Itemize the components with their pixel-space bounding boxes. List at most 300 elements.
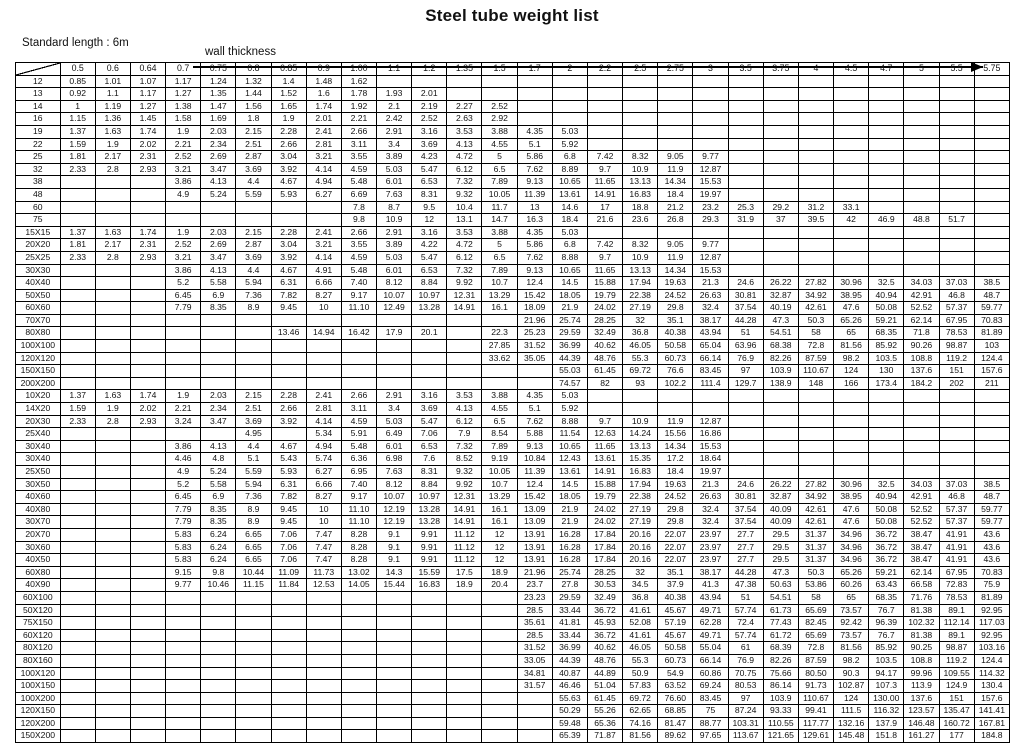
weight-cell: [130, 667, 165, 680]
weight-cell: 72.8: [798, 642, 833, 655]
weight-cell: 92.42: [834, 617, 869, 630]
weight-cell: [130, 528, 165, 541]
weight-cell: 12.31: [447, 289, 482, 302]
weight-cell: [166, 667, 201, 680]
weight-cell: [763, 100, 798, 113]
weight-cell: 2.03: [201, 226, 236, 239]
weight-cell: [412, 75, 447, 88]
weight-cell: 10.9: [623, 163, 658, 176]
weight-cell: 4.59: [341, 251, 376, 264]
document-page: [0, 6, 1024, 741]
weight-cell: 16.1: [482, 503, 517, 516]
weight-cell: [130, 365, 165, 378]
weight-cell: [904, 125, 939, 138]
weight-cell: [236, 314, 271, 327]
weight-cell: 73.57: [834, 629, 869, 642]
weight-cell: 12.31: [447, 491, 482, 504]
table-row: [16, 239, 1010, 252]
weight-cell: 26.63: [693, 491, 728, 504]
weight-cell: 6.95: [341, 466, 376, 479]
weight-cell: 6.5: [482, 163, 517, 176]
weight-cell: [447, 377, 482, 390]
weight-cell: [201, 377, 236, 390]
weight-cell: [60, 604, 95, 617]
weight-cell: 151: [939, 365, 974, 378]
weight-cell: [130, 289, 165, 302]
weight-cell: 2.21: [166, 138, 201, 151]
weight-cell: 15.42: [517, 289, 552, 302]
weight-cell: [60, 617, 95, 630]
weight-cell: [236, 617, 271, 630]
weight-cell: 202: [939, 377, 974, 390]
weight-cell: [974, 100, 1009, 113]
weight-cell: 65.26: [834, 566, 869, 579]
weight-cell: 93: [623, 377, 658, 390]
weight-cell: [95, 566, 130, 579]
weight-cell: 6.53: [412, 176, 447, 189]
weight-cell: 12.49: [377, 302, 412, 315]
weight-cell: 1.74: [130, 125, 165, 138]
weight-cell: 2.33: [60, 251, 95, 264]
weight-cell: 35.1: [658, 314, 693, 327]
weight-cell: 92.95: [974, 604, 1009, 617]
size-cell: 38: [16, 176, 61, 189]
weight-cell: 6.5: [482, 251, 517, 264]
weight-cell: 3.21: [306, 239, 341, 252]
weight-cell: 10.9: [623, 415, 658, 428]
weight-cell: 40.38: [658, 327, 693, 340]
weight-cell: 5: [482, 239, 517, 252]
weight-cell: 6.12: [447, 415, 482, 428]
weight-cell: 13.61: [587, 453, 622, 466]
weight-cell: [869, 415, 904, 428]
size-cell: 22: [16, 138, 61, 151]
weight-cell: 28.5: [517, 604, 552, 617]
weight-cell: [271, 692, 306, 705]
weight-cell: [341, 617, 376, 630]
weight-cell: 6.9: [201, 289, 236, 302]
table-row: [16, 617, 1010, 630]
weight-cell: [60, 516, 95, 529]
weight-cell: 1.37: [60, 125, 95, 138]
weight-cell: [166, 705, 201, 718]
size-cell: 60X60: [16, 302, 61, 315]
size-cell: 100X150: [16, 680, 61, 693]
weight-cell: 50.63: [763, 579, 798, 592]
weight-cell: 34.03: [904, 478, 939, 491]
weight-cell: 5.59: [236, 466, 271, 479]
weight-cell: 5.34: [306, 428, 341, 441]
weight-cell: [834, 75, 869, 88]
weight-cell: 4.14: [306, 163, 341, 176]
size-cell: 30X70: [16, 516, 61, 529]
size-cell: 120X200: [16, 717, 61, 730]
weight-cell: 17.84: [587, 541, 622, 554]
weight-cell: [236, 604, 271, 617]
weight-cell: [271, 680, 306, 693]
weight-cell: 11.12: [447, 554, 482, 567]
weight-cell: 41.91: [939, 554, 974, 567]
weight-cell: [728, 163, 763, 176]
weight-cell: 16.1: [482, 516, 517, 529]
weight-cell: [236, 352, 271, 365]
weight-cell: 76.7: [869, 604, 904, 617]
weight-cell: 3.69: [236, 163, 271, 176]
weight-cell: 41.61: [623, 604, 658, 617]
weight-cell: [798, 163, 833, 176]
weight-cell: 9.5: [412, 201, 447, 214]
weight-cell: 90.3: [834, 667, 869, 680]
table-row: [16, 226, 1010, 239]
weight-cell: 34.96: [834, 554, 869, 567]
weight-cell: 54.9: [658, 667, 693, 680]
weight-cell: 2.69: [201, 151, 236, 164]
weight-cell: 3.47: [201, 163, 236, 176]
weight-cell: 10.7: [482, 478, 517, 491]
weight-cell: 1.27: [130, 100, 165, 113]
weight-cell: [236, 214, 271, 227]
table-row: [16, 188, 1010, 201]
weight-cell: 3.16: [412, 125, 447, 138]
table-row: [16, 528, 1010, 541]
weight-cell: 148: [798, 377, 833, 390]
weight-cell: [798, 428, 833, 441]
weight-cell: [412, 642, 447, 655]
weight-cell: 5.48: [341, 440, 376, 453]
weight-cell: [341, 604, 376, 617]
weight-cell: 5.94: [236, 277, 271, 290]
weight-cell: [130, 277, 165, 290]
weight-cell: 81.38: [904, 629, 939, 642]
weight-cell: 57.83: [623, 680, 658, 693]
weight-cell: [728, 125, 763, 138]
weight-cell: 103.31: [728, 717, 763, 730]
weight-cell: 11.10: [341, 516, 376, 529]
weight-cell: 37.03: [939, 478, 974, 491]
weight-cell: 26.8: [658, 214, 693, 227]
weight-cell: [201, 604, 236, 617]
weight-cell: 9.05: [658, 239, 693, 252]
diagonal-divider-icon: [16, 63, 61, 76]
weight-cell: [447, 629, 482, 642]
weight-cell: 98.2: [834, 654, 869, 667]
weight-cell: 21.9: [552, 503, 587, 516]
weight-cell: [306, 629, 341, 642]
weight-cell: 71.76: [904, 591, 939, 604]
weight-cell: 9.91: [412, 541, 447, 554]
weight-cell: [939, 226, 974, 239]
weight-cell: [130, 201, 165, 214]
weight-cell: 37.54: [728, 516, 763, 529]
weight-cell: 167.81: [974, 717, 1009, 730]
weight-cell: 27.82: [798, 277, 833, 290]
weight-cell: 63.96: [728, 340, 763, 353]
weight-cell: [236, 377, 271, 390]
weight-cell: 71.8: [904, 327, 939, 340]
weight-cell: [95, 528, 130, 541]
weight-cell: 12.43: [552, 453, 587, 466]
weight-cell: [658, 403, 693, 416]
weight-cell: [517, 730, 552, 743]
weight-cell: 29.2: [763, 201, 798, 214]
table-row: [16, 113, 1010, 126]
weight-cell: [798, 403, 833, 416]
weight-cell: 14.5: [552, 277, 587, 290]
weight-cell: 11.65: [587, 176, 622, 189]
weight-cell: 4.22: [412, 239, 447, 252]
weight-cell: 23.97: [693, 554, 728, 567]
weight-cell: 2.81: [306, 403, 341, 416]
weight-cell: 51: [728, 327, 763, 340]
weight-cell: 13.91: [517, 528, 552, 541]
weight-cell: [130, 440, 165, 453]
weight-cell: 14.34: [658, 176, 693, 189]
weight-cell: 36.8: [623, 591, 658, 604]
weight-cell: 37.9: [658, 579, 693, 592]
weight-cell: [904, 113, 939, 126]
weight-cell: 69.72: [623, 692, 658, 705]
weight-cell: 2.15: [236, 390, 271, 403]
weight-cell: [95, 214, 130, 227]
weight-cell: [482, 642, 517, 655]
weight-cell: [201, 629, 236, 642]
weight-cell: 11.39: [517, 188, 552, 201]
weight-cell: 13.28: [412, 516, 447, 529]
weight-cell: [728, 226, 763, 239]
weight-cell: 3.88: [482, 125, 517, 138]
weight-cell: 29.59: [552, 327, 587, 340]
weight-cell: 7.82: [271, 289, 306, 302]
weight-cell: 46.46: [552, 680, 587, 693]
weight-cell: 15.53: [693, 264, 728, 277]
weight-cell: [341, 717, 376, 730]
weight-cell: [623, 88, 658, 101]
weight-cell: 36.72: [869, 528, 904, 541]
weight-cell: 11.65: [587, 440, 622, 453]
weight-cell: [658, 75, 693, 88]
weight-cell: [95, 629, 130, 642]
table-row: [16, 163, 1010, 176]
size-cell: 60X100: [16, 591, 61, 604]
weight-cell: 6.53: [412, 440, 447, 453]
weight-cell: 20.16: [623, 554, 658, 567]
weight-cell: [130, 629, 165, 642]
weight-cell: 103.9: [763, 692, 798, 705]
weight-cell: [482, 604, 517, 617]
weight-cell: 5.58: [201, 478, 236, 491]
weight-cell: [552, 75, 587, 88]
weight-cell: 6.01: [377, 264, 412, 277]
weight-cell: 6.31: [271, 478, 306, 491]
weight-cell: [904, 100, 939, 113]
weight-cell: 14.34: [658, 264, 693, 277]
weight-cell: 7.62: [517, 251, 552, 264]
weight-cell: 17.84: [587, 554, 622, 567]
weight-cell: 11.7: [482, 201, 517, 214]
weight-cell: 1.63: [95, 226, 130, 239]
weight-cell: 44.39: [552, 352, 587, 365]
weight-cell: 83.45: [693, 365, 728, 378]
weight-cell: 46.8: [939, 491, 974, 504]
weight-cell: 14.05: [341, 579, 376, 592]
weight-cell: [763, 390, 798, 403]
steel-tube-weight-table: [15, 62, 1010, 743]
weight-cell: 1.07: [130, 75, 165, 88]
weight-cell: [412, 629, 447, 642]
weight-cell: 80.53: [728, 680, 763, 693]
weight-cell: 3.21: [166, 163, 201, 176]
weight-cell: [974, 201, 1009, 214]
weight-cell: 31.37: [798, 541, 833, 554]
weight-cell: [271, 314, 306, 327]
weight-cell: [271, 667, 306, 680]
weight-cell: [763, 226, 798, 239]
weight-cell: 18.09: [517, 302, 552, 315]
weight-cell: 3.4: [377, 138, 412, 151]
weight-cell: 47.3: [763, 314, 798, 327]
weight-cell: [482, 654, 517, 667]
weight-cell: 3.92: [271, 163, 306, 176]
weight-cell: 9.45: [271, 503, 306, 516]
weight-cell: [798, 113, 833, 126]
weight-cell: [377, 75, 412, 88]
thickness-header-18: 3: [693, 63, 728, 76]
weight-cell: 13.09: [517, 503, 552, 516]
weight-cell: 21.9: [552, 302, 587, 315]
weight-cell: [95, 478, 130, 491]
weight-cell: 33.44: [552, 629, 587, 642]
weight-cell: [271, 201, 306, 214]
weight-cell: 27.8: [552, 579, 587, 592]
weight-cell: 36.72: [587, 629, 622, 642]
weight-cell: 58: [798, 591, 833, 604]
weight-cell: [341, 667, 376, 680]
thickness-header-21: 4: [798, 63, 833, 76]
weight-cell: 3.16: [412, 226, 447, 239]
weight-cell: [623, 390, 658, 403]
weight-cell: 1.9: [271, 113, 306, 126]
weight-cell: 15.35: [623, 453, 658, 466]
table-row: [16, 642, 1010, 655]
weight-cell: 9.92: [447, 478, 482, 491]
weight-cell: 48.76: [587, 654, 622, 667]
weight-cell: 9.1: [377, 541, 412, 554]
weight-cell: [130, 428, 165, 441]
weight-cell: 102.87: [834, 680, 869, 693]
weight-cell: 13.29: [482, 289, 517, 302]
weight-cell: [95, 327, 130, 340]
weight-cell: 36.72: [869, 541, 904, 554]
weight-cell: 5.03: [377, 415, 412, 428]
weight-cell: 141.41: [974, 705, 1009, 718]
weight-cell: [60, 428, 95, 441]
size-cell: 10X20: [16, 390, 61, 403]
weight-cell: 29.8: [658, 503, 693, 516]
weight-cell: [306, 730, 341, 743]
weight-cell: [306, 654, 341, 667]
weight-cell: [201, 680, 236, 693]
weight-cell: 157.6: [974, 692, 1009, 705]
weight-cell: [904, 163, 939, 176]
weight-cell: 103.9: [763, 365, 798, 378]
weight-cell: 3.21: [306, 151, 341, 164]
weight-cell: [201, 617, 236, 630]
weight-cell: [95, 705, 130, 718]
weight-cell: 19.79: [587, 289, 622, 302]
weight-cell: [728, 138, 763, 151]
weight-cell: 49.71: [693, 629, 728, 642]
weight-cell: [130, 188, 165, 201]
weight-cell: 15.44: [377, 579, 412, 592]
weight-cell: 6.65: [236, 554, 271, 567]
weight-cell: [904, 264, 939, 277]
weight-cell: 5.48: [341, 176, 376, 189]
weight-cell: 22.38: [623, 491, 658, 504]
weight-cell: [623, 125, 658, 138]
weight-cell: [834, 466, 869, 479]
table-row: [16, 428, 1010, 441]
weight-cell: 6.8: [552, 239, 587, 252]
weight-cell: [166, 717, 201, 730]
weight-cell: 9.05: [658, 151, 693, 164]
weight-cell: 2.31: [130, 151, 165, 164]
weight-cell: [834, 415, 869, 428]
weight-cell: [95, 440, 130, 453]
weight-cell: 166: [834, 377, 869, 390]
weight-cell: [412, 365, 447, 378]
weight-cell: 45.93: [587, 617, 622, 630]
weight-cell: 20.16: [623, 541, 658, 554]
weight-cell: 7.32: [447, 440, 482, 453]
weight-cell: 19.97: [693, 188, 728, 201]
weight-cell: [869, 100, 904, 113]
weight-cell: 6.49: [377, 428, 412, 441]
weight-cell: 8.88: [552, 415, 587, 428]
weight-cell: 32.87: [763, 491, 798, 504]
weight-cell: [869, 226, 904, 239]
weight-cell: [60, 667, 95, 680]
weight-cell: 151.8: [869, 730, 904, 743]
weight-cell: 83.45: [693, 692, 728, 705]
weight-cell: 68.38: [763, 340, 798, 353]
weight-cell: 40.94: [869, 491, 904, 504]
weight-table-container: [15, 62, 1010, 743]
weight-cell: 3.88: [482, 390, 517, 403]
weight-cell: [728, 390, 763, 403]
weight-cell: 19.63: [658, 478, 693, 491]
weight-cell: 65.26: [834, 314, 869, 327]
weight-cell: 18.4: [658, 466, 693, 479]
weight-cell: 111.4: [693, 377, 728, 390]
weight-cell: [236, 717, 271, 730]
weight-cell: [587, 100, 622, 113]
weight-cell: 1.17: [166, 75, 201, 88]
weight-cell: 48.8: [904, 214, 939, 227]
weight-cell: 1.01: [95, 75, 130, 88]
weight-cell: [904, 415, 939, 428]
weight-cell: 37.54: [728, 503, 763, 516]
size-cell: 32: [16, 163, 61, 176]
weight-cell: 17.94: [623, 277, 658, 290]
weight-cell: 78.53: [939, 591, 974, 604]
weight-cell: [517, 705, 552, 718]
weight-cell: 13.13: [623, 264, 658, 277]
weight-cell: 28.25: [587, 314, 622, 327]
weight-cell: 14.7: [482, 214, 517, 227]
size-cell: 25X25: [16, 251, 61, 264]
weight-cell: 59.21: [869, 566, 904, 579]
weight-cell: [728, 440, 763, 453]
